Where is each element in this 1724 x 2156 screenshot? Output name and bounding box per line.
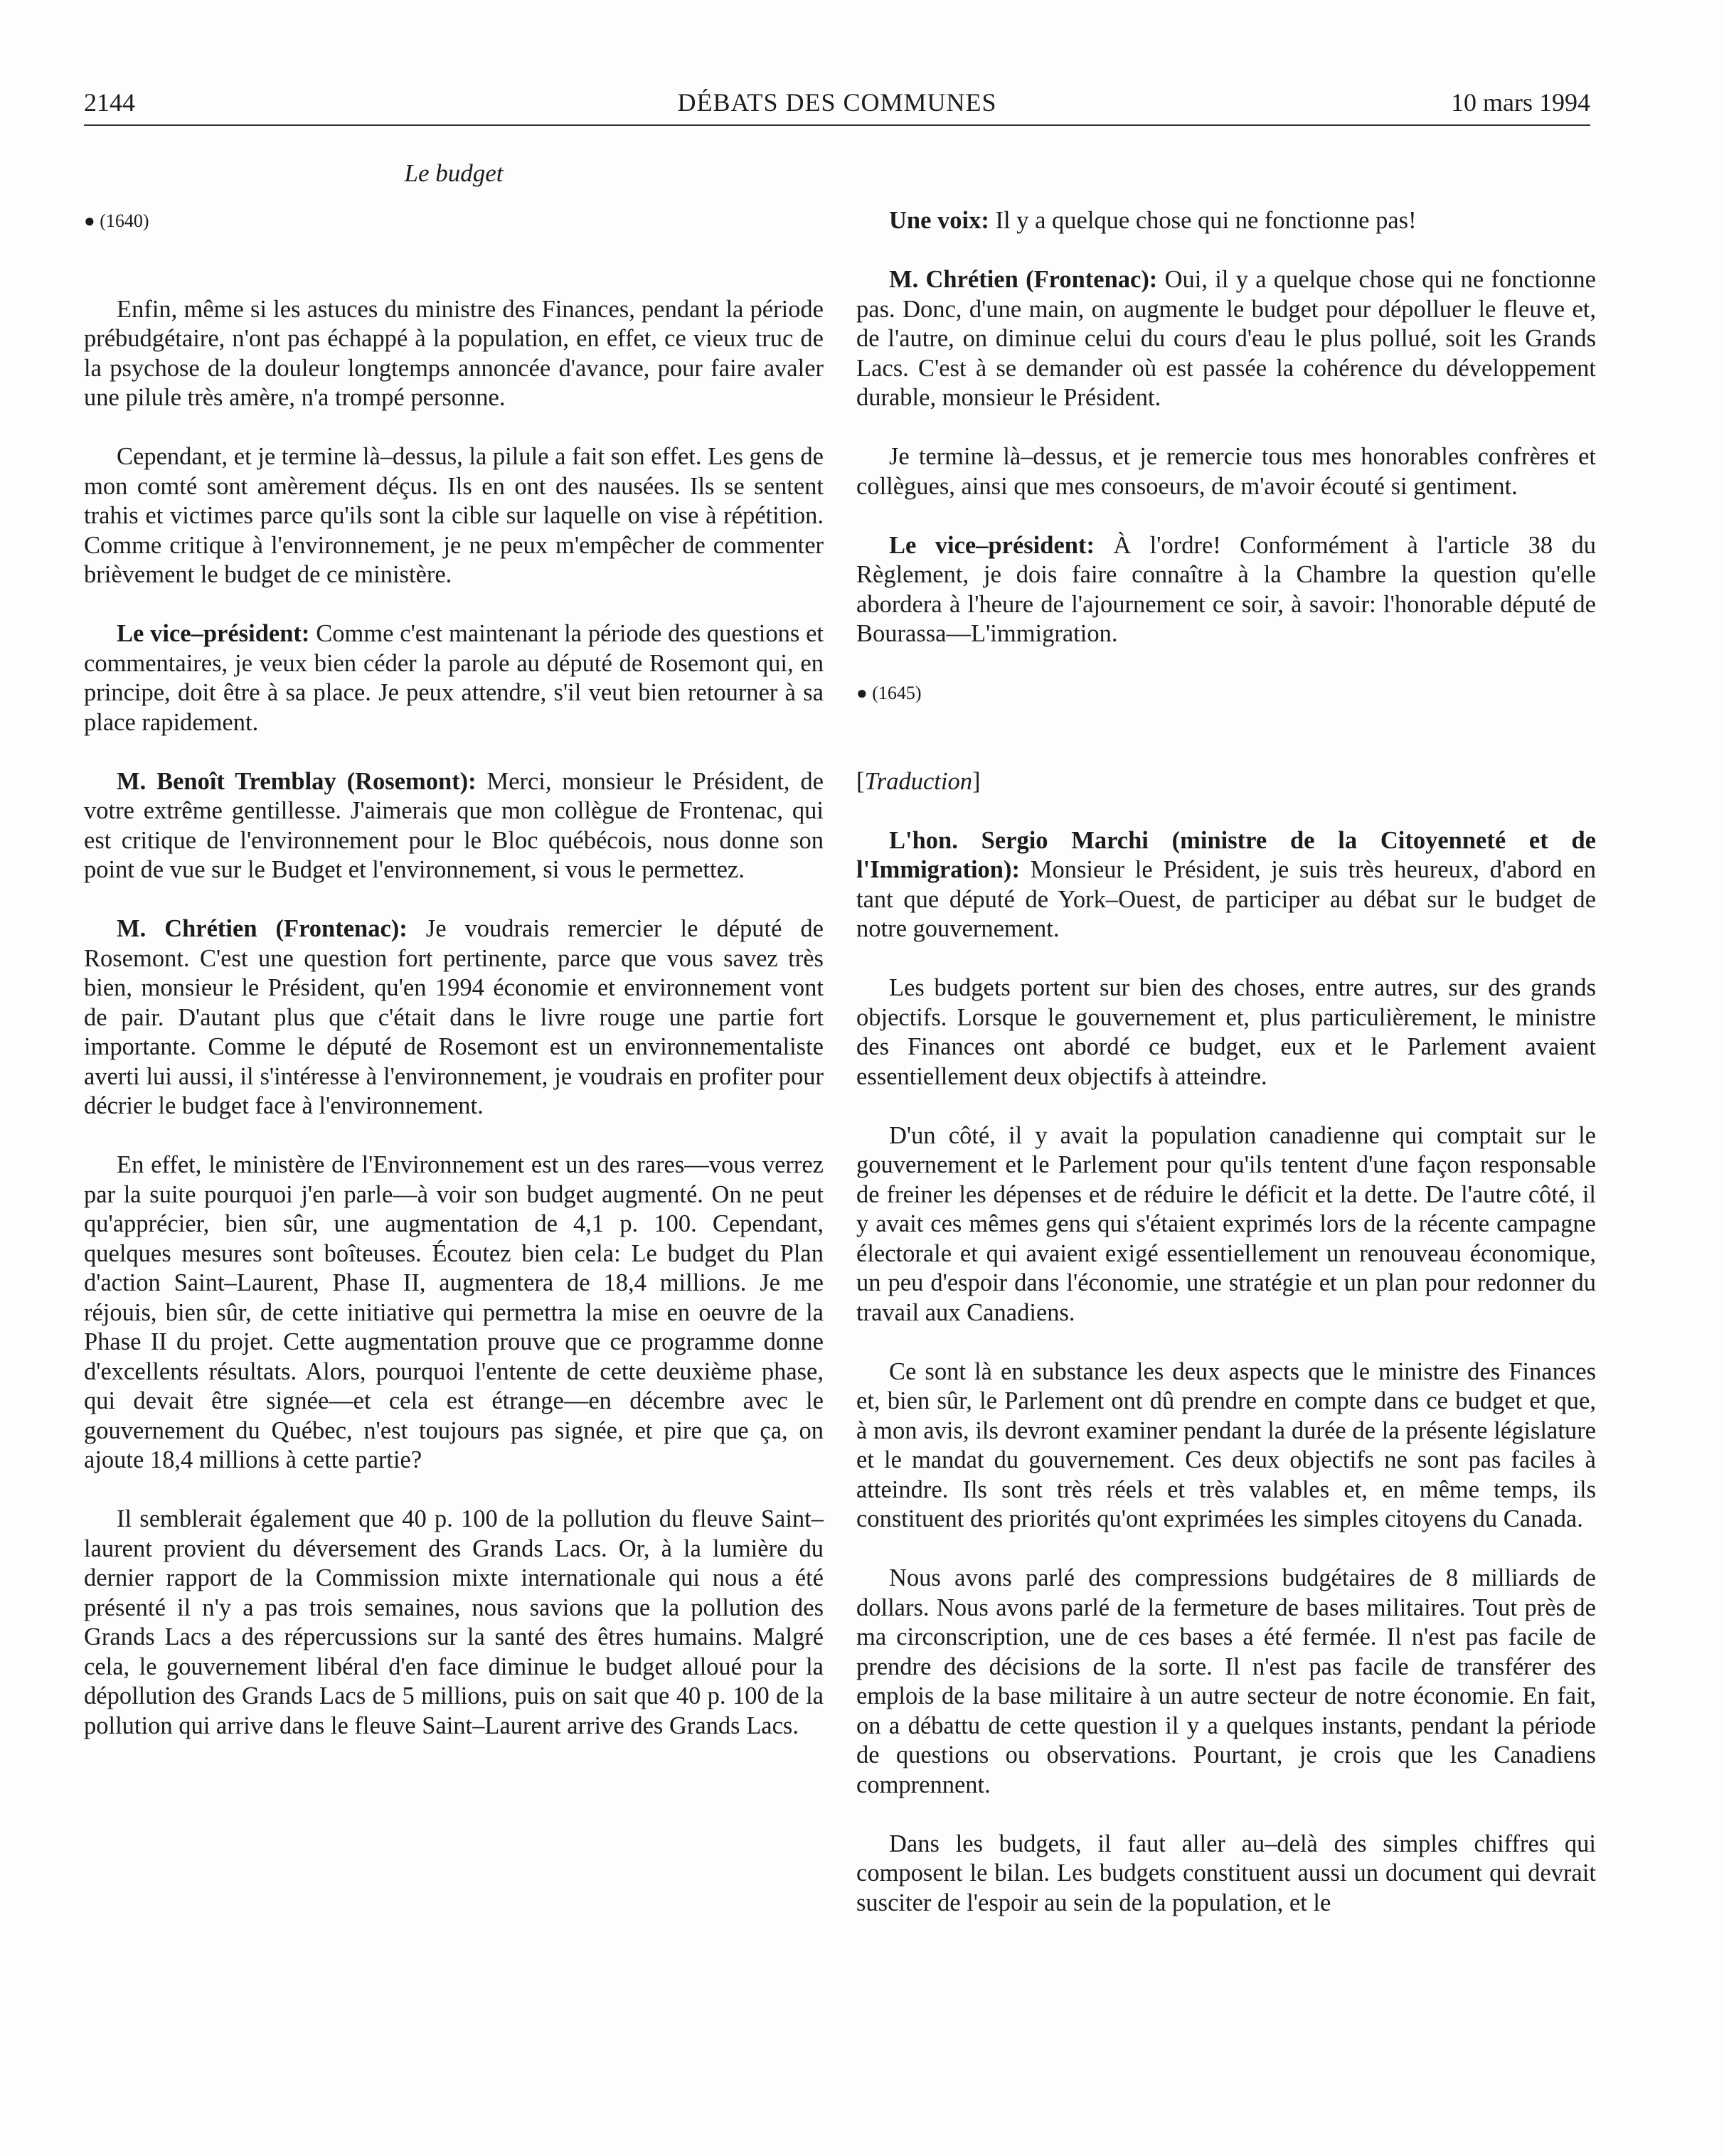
speaker-name: Le vice–président: (889, 531, 1095, 559)
speaker-name: Le vice–président: (117, 620, 310, 647)
paragraph: Dans les budgets, il faut aller au–delà des simples chiffres qui composent le bilan. Les budgets constituent aussi un document qui devrait susciter de l'espoir au sein de la population, et le (856, 1830, 1596, 1916)
paragraph: En effet, le ministère de l'Environnement est un des rares—vous verrez par la suite pourquoi j'en parle—à voir son budget augmenté. On ne peut qu'apprécier, bien sûr, une augmentation de 4,1 p. 100. Cependant, quelques mesures sont boîteuses. Écoutez bien cela: Le budget du Plan d'action Saint–Laurent, Phase II, augmentera de 18,4 millions. Je me réjouis, bien sûr, de cette initiative qui permettra la mise en oeuvre de la Phase II du projet. Cette augmentation prouve que ce programme donne d'excellents résultats. Alors, pourquoi l'entente de cette deuxième phase, qui devait être signée—et cela est étrange—en décembre avec le gouvernement du Québec, n'est toujours pas signée, et pire que ça, on ajoute 18,4 millions à cette partie? (84, 1151, 824, 1473)
paragraph: M. Benoît Tremblay (Rosemont): Merci, monsieur le Président, de votre extrême gentillesse. J'aimerais que mon collègue de Frontenac, qui est critique de l'environnement pour le Bloc québécois, nous donne son point de vue sur le Budget et l'environnement, si vous le permettez. (84, 767, 824, 883)
paragraph: Ce sont là en substance les deux aspects que le ministre des Finances et, bien sûr, le Parlement ont dû prendre en compte dans ce budget et que, à mon avis, ils devront examiner pendant la durée de la présente législature et le mandat du gouvernement. Ces deux objectifs ne sont pas faciles à atteindre. Ils sont très réels et très valables et, en même temps, ils constituent des priorités qu'ont exprimées les simples citoyens du Canada. (856, 1357, 1596, 1532)
paragraph: M. Chrétien (Frontenac): Oui, il y a quelque chose qui ne fonctionne pas. Donc, d'une main, on augmente le budget pour dépolluer le fleuve et, de l'autre, on diminue celui du cours d'eau le plus pollué, soit les Grands Lacs. C'est à se demander où est passée la cohérence du développement durable, monsieur le Président. (856, 266, 1596, 411)
section-title: Le budget (404, 159, 504, 187)
bullet-icon: ● (84, 210, 95, 231)
paragraph: Le vice–président: Comme c'est maintenant la période des questions et commentaires, je veux bien céder la parole au député de Rosemont qui, en principe, doit être à sa place. Je peux attendre, s'il veut bien retourner à sa place rapidement. (84, 620, 824, 736)
page-header (84, 85, 1590, 122)
speaker-name: L'hon. Sergio Marchi (ministre de la Citoyenneté et de l'Immigration): (856, 826, 1596, 883)
paragraph: L'hon. Sergio Marchi (ministre de la Citoyenneté et de l'Immigration): Monsieur le Président, je suis très heureux, d'abord en tant que député de York–Ouest, de participer au débat sur le budget de notre gouvernement. (856, 826, 1596, 942)
paragraph: Le vice–président: À l'ordre! Conformément à l'article 38 du Règlement, je dois faire connaître à la Chambre la question qu'elle abordera à l'heure de l'ajournement ce soir, à savoir: l'honorable député de Bourassa—L'immigration. (856, 531, 1596, 647)
paragraph: Nous avons parlé des compressions budgétaires de 8 milliards de dollars. Nous avons parlé de la fermeture de bases militaires. Tout près de ma circonscription, une de ces bases a été fermée. Il n'est pas facile de prendre des décisions de la sorte. Il n'est pas facile de transférer des emplois de la base militaire à un autre secteur de notre économie. En fait, on a débattu de cette question il y a quelques instants, pendant la période de questions ou observations. Pourtant, je crois que les Canadiens comprennent. (856, 1564, 1596, 1798)
left-column (84, 206, 824, 1741)
issue-date: 10 mars 1994 (1451, 88, 1590, 117)
publication-title: DÉBATS DES COMMUNES (677, 88, 997, 117)
paragraph: Enfin, même si les astuces du ministre des Finances, pendant la période prébudgétaire, n'ont pas échappé à la population, en effet, ce vieux truc de la psychose de la douleur longtemps annoncée d'avance, pour faire avaler une pilule très amère, n'a trompé personne. (84, 295, 824, 411)
time-marker: ● (1640) (84, 210, 149, 231)
paragraph: Les budgets portent sur bien des choses, entre autres, sur des grands objectifs. Lorsque le gouvernement et, plus particulièrement, le ministre des Finances ont abordé ce budget, eux et le Parlement avaient essentiellement deux objectifs à atteindre. (856, 974, 1596, 1090)
paragraph: D'un côté, il y avait la population canadienne qui comptait sur le gouvernement et le Parlement pour qu'ils tentent d'une façon responsable de freiner les dépenses et de réduire le déficit et la dette. De l'autre côté, il y avait ces mêmes gens qui s'étaient exprimés lors de la récente campagne électorale et qui avaient exigé essentiellement un renouveau économique, un peu d'espoir dans l'économie, une stratégie et un plan pour redonner du travail aux Canadiens. (856, 1121, 1596, 1326)
right-column (856, 206, 1596, 1918)
speaker-name: M. Benoît Tremblay (Rosemont): (117, 767, 477, 795)
speaker-name: Une voix: (889, 207, 989, 234)
speaker-name: M. Chrétien (Frontenac): (889, 266, 1158, 293)
time-marker: ● (1645) (856, 683, 922, 703)
header-rule (84, 124, 1590, 126)
translation-tag: [Traduction] (856, 767, 981, 795)
paragraph: M. Chrétien (Frontenac): Je voudrais remercier le député de Rosemont. C'est une question fort pertinente, parce que vous savez très bien, monsieur le Président, qu'en 1994 économie et environnement vont de pair. D'autant plus que c'était dans le livre rouge une partie fort importante. Comme le député de Rosemont est un environnementaliste averti lui aussi, il s'intéresse à l'environnement, je voudrais en profiter pour décrier le budget face à l'environnement. (84, 915, 824, 1119)
paragraph: Cependant, et je termine là–dessus, la pilule a fait son effet. Les gens de mon comté sont amèrement déçus. Ils en ont des nausées. Ils se sentent trahis et victimes parce qu'ils sont la cible sur laquelle on vise à répétition. Comme critique à l'environnement, je ne peux m'empêcher de commenter brièvement le budget de ce ministère. (84, 443, 824, 588)
paragraph: Je termine là–dessus, et je remercie tous mes honorables confrères et collègues, ainsi que mes consoeurs, de m'avoir écouté si gentiment. (856, 443, 1596, 500)
paragraph: Une voix: Il y a quelque chose qui ne fonctionne pas! (889, 207, 1417, 234)
page-number: 2144 (84, 88, 135, 117)
speaker-name: M. Chrétien (Frontenac): (117, 915, 408, 942)
bullet-icon: ● (856, 683, 868, 703)
paragraph: Il semblerait également que 40 p. 100 de la pollution du fleuve Saint–laurent provient du déversement des Grands Lacs. Or, à la lumière du dernier rapport de la Commission mixte internationale qui nous a été présenté il n'y a pas trois semaines, nous savions que la pollution des Grands Lacs a des répercussions sur la santé des êtres humains. Malgré cela, le gouvernement libéral d'en face diminue le budget alloué pour la dépollution des Grands Lacs de 5 millions, puis on sait que 40 p. 100 de la pollution qui arrive dans le fleuve Saint–Laurent arrive des Grands Lacs. (84, 1505, 824, 1739)
